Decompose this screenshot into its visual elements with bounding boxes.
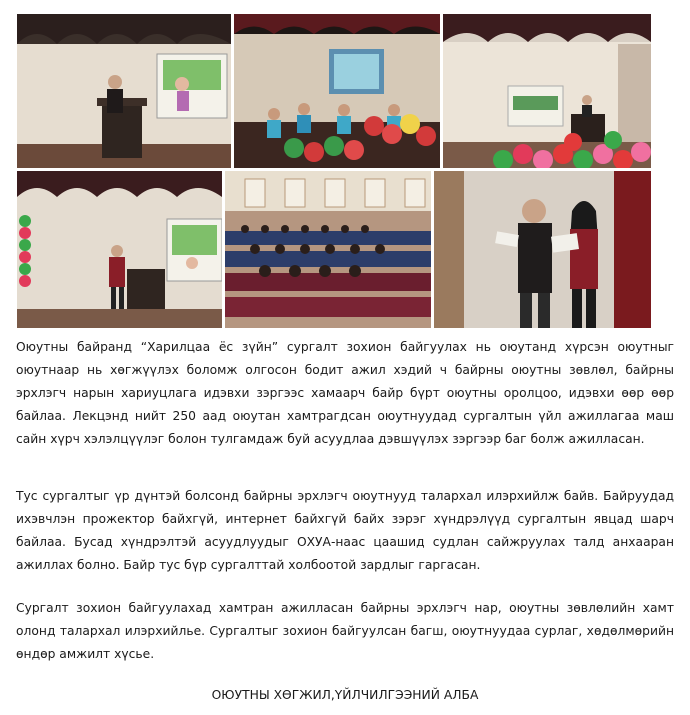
- photo-lecture-podium: [17, 14, 231, 168]
- photo-audience: [225, 171, 431, 328]
- photo-auditorium-balloons: [443, 14, 651, 168]
- photo-presenter-screen: [17, 171, 222, 328]
- article-paragraph-3: Сургалт зохион байгуулахад хамтран ажилласан байрны эрхлэгч нар, оюутны зөвлөлийн хамт олонд талархал илэрхийлье. Сургалтыг зохион байгуулсан багш, оюутнуудаа сурлаг, хөдөлмөрийн өндөр амжилт хүсье.: [16, 601, 674, 661]
- article-paragraph-2: Тус сургалтыг үр дүнтэй болсонд байрны эрхлэгч оюутнууд талархал илэрхийлж байв. Байруудад ихэвчлэн прожектор байхгүй, интернет байхгүй байх зэрэг хүндрэлүүд сургалтын явцад шарч байлаа. Бусад хүндрэлтэй асуудлуудыг ОХУА-наас цаашид судлан сайжруулах талд анхааран ажиллах болно. Байр тус бүр сургалттай холбоотой зардлыг гаргасан.: [16, 489, 674, 572]
- article-paragraph-1: Оюутны байранд “Харилцаа ёс зүйн” сургалт зохион байгуулах нь оюутанд хүрсэн оюутныг оюутнаар нь хөгжүүлэх боломж олгосон бодит ажил хэдий ч байрны оюутны зөвлөл, байрны эрхлэгч нарын хариуцлага идэвхи зэргээс хамаарч байр бүрт оюутны оролцоо, идэвхи өөр өөр байлаа. Лекцэнд нийт 250 аад оюутан хамтрагдсан оюутнуудад сургалтын үйл ажиллагаа маш сайн хүрч хэлэлцүүлэг болон тулгамдаж буй асуудлаа дэвшүүлэх зэргээр баг болж ажилласан.: [16, 340, 674, 446]
- photo-paper-exchange: [434, 171, 651, 328]
- photo-stage-dance: [234, 14, 440, 168]
- signature: ОЮУТНЫ ХӨГЖИЛ,ҮЙЛЧИЛГЭЭНИЙ АЛБА: [211, 688, 479, 702]
